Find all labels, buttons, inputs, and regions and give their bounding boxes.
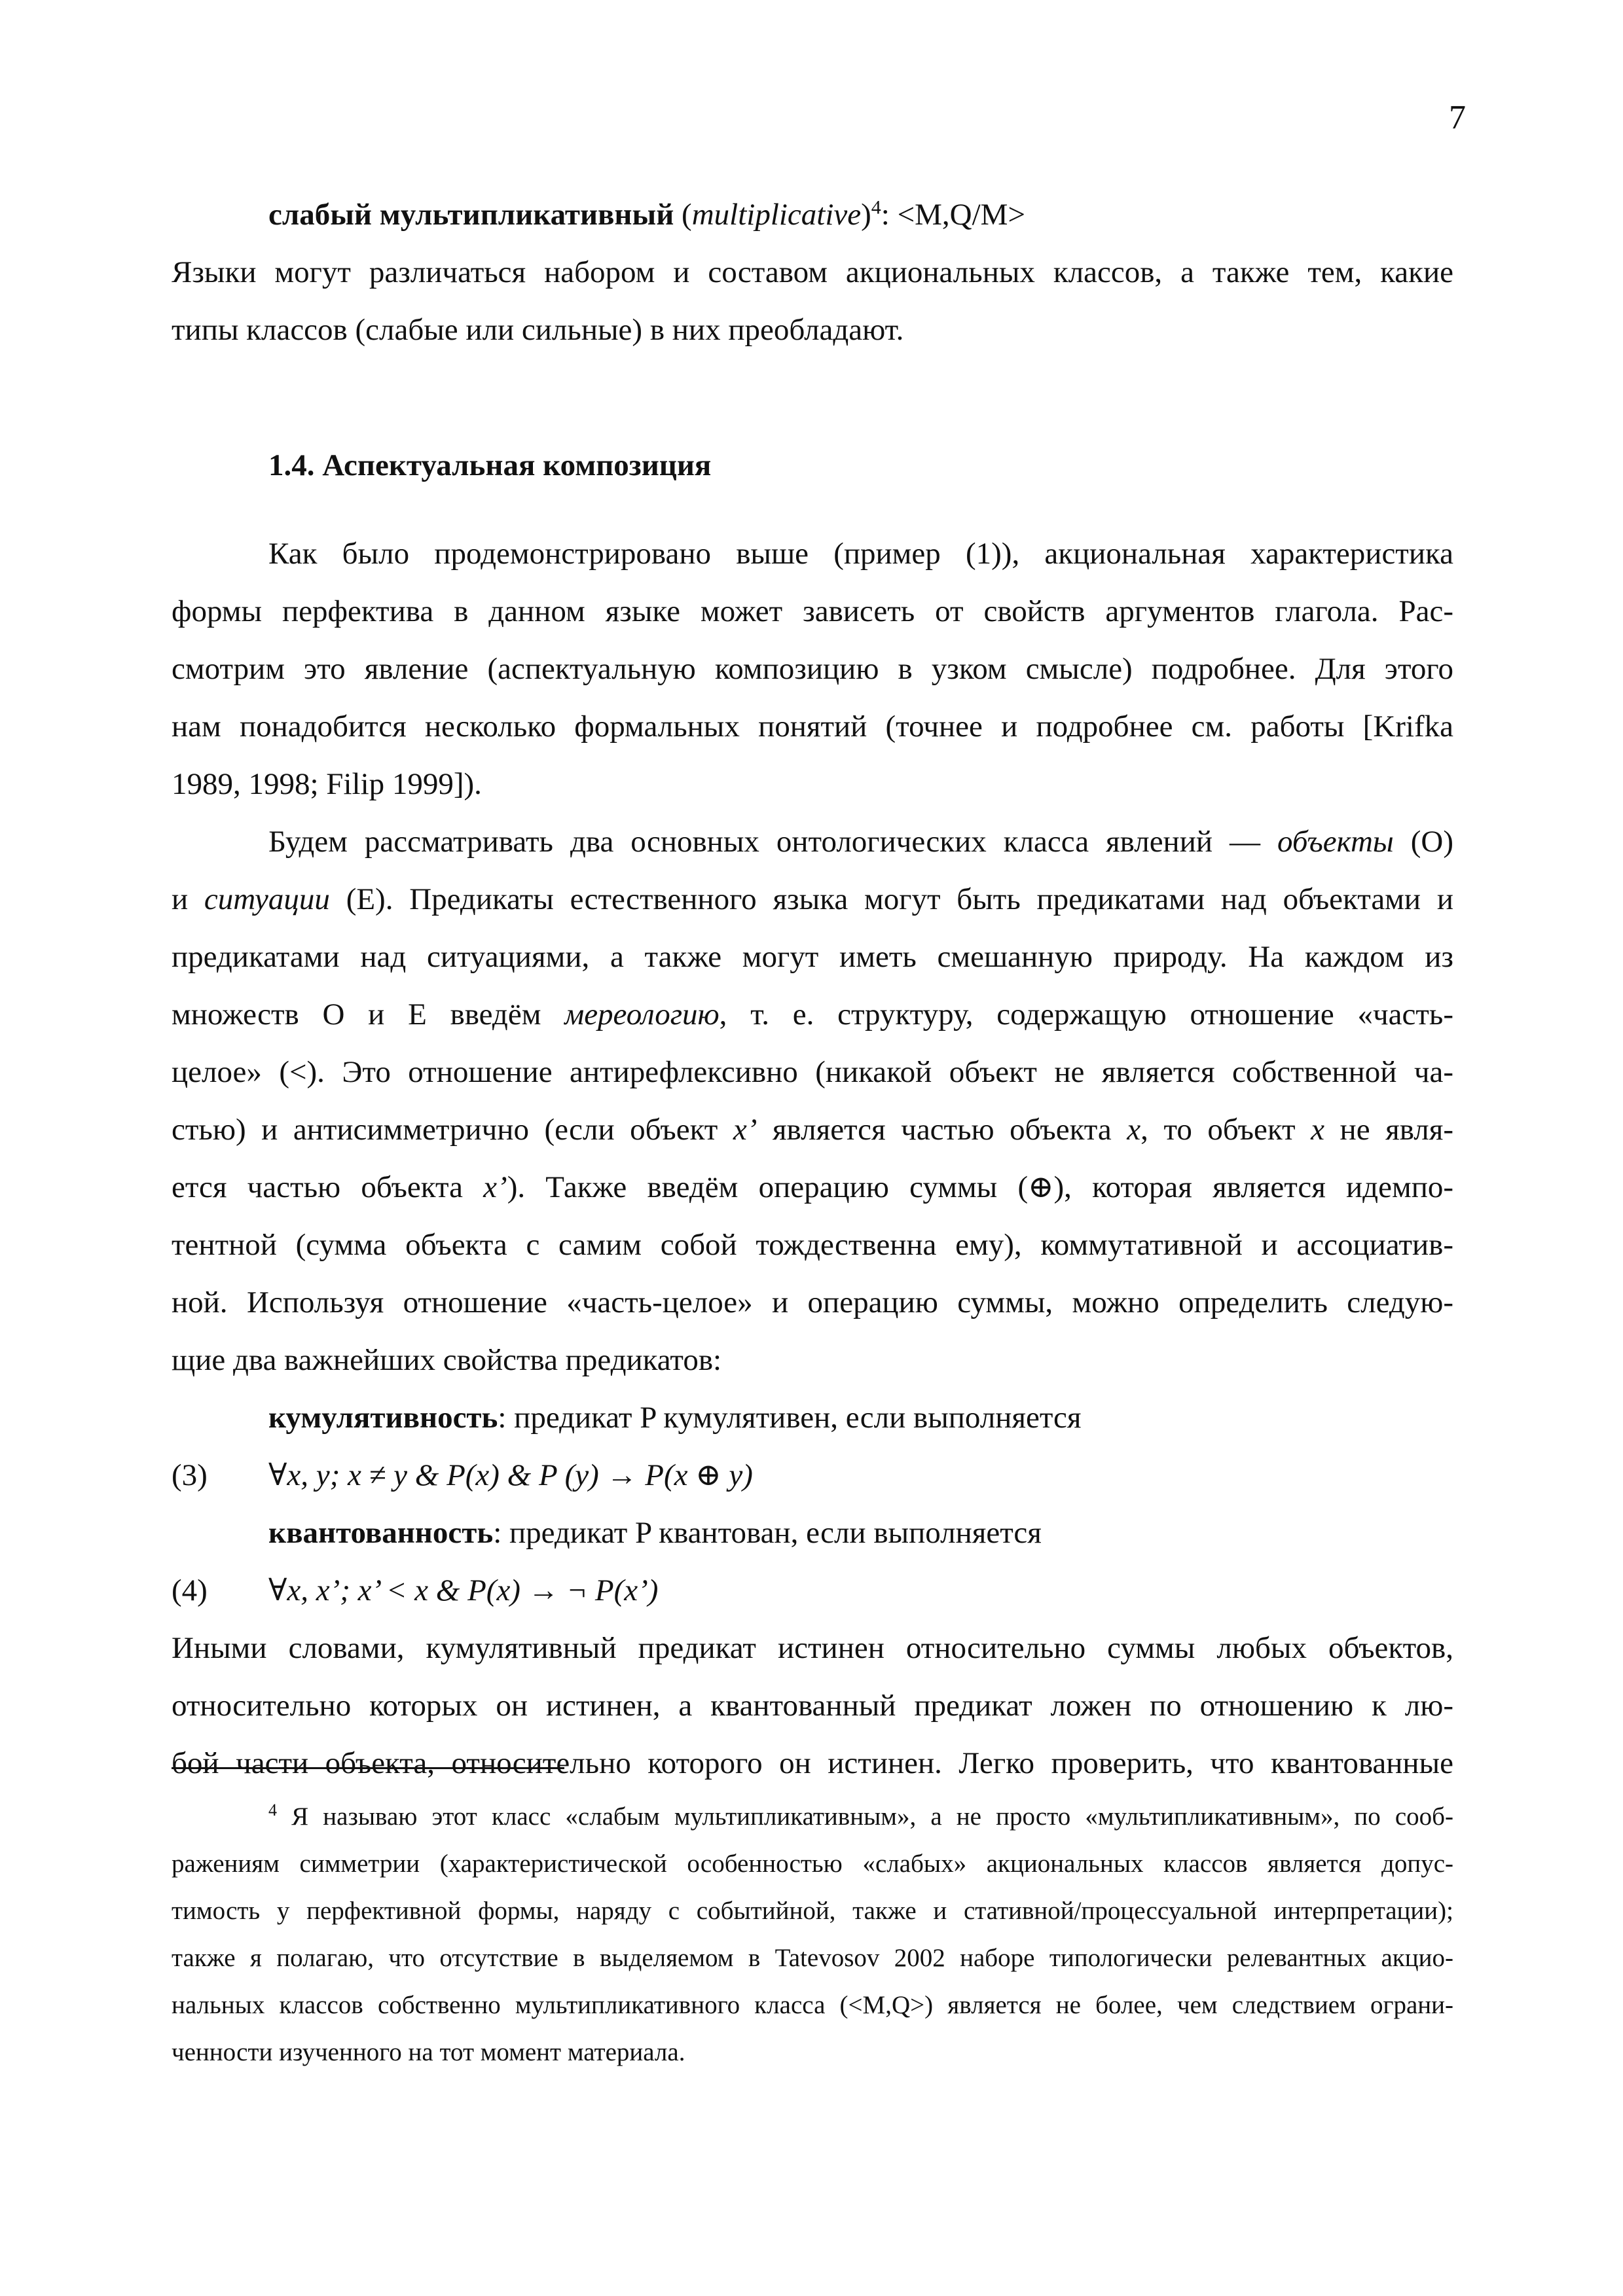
text-line: типы классов (слабые или сильные) в них преобладают. xyxy=(172,313,904,347)
footnote-line: ченности изученного на тот момент материала. xyxy=(172,2038,685,2066)
footnote-line: нальных классов собственно мультипликативного класса (<M,Q>) является не более, чем следствием ограни- xyxy=(172,1991,1453,2019)
term-cumulativity: кумулятивность xyxy=(268,1401,498,1435)
text-line: предикатами над ситуациями, а также могут иметь смешанную природу. На каждом из xyxy=(172,940,1453,974)
text-line: нам понадобится несколько формальных понятий (точнее и подробнее см. работы [Krifka xyxy=(172,709,1453,744)
page-number: 7 xyxy=(1449,99,1466,136)
weak-mult-term: слабый мультипликативный xyxy=(268,198,674,232)
footnote-line: $^4$ Я называю этот класс «слабым мультипликативным», а не просто «мультипликативным», по сооб- xyxy=(268,1801,1453,1831)
formula-3 xyxy=(172,1446,1453,1504)
weak-mult-formula: : <M,Q/M> xyxy=(881,198,1025,232)
formula-expression: ∀x, x’; x’ < x & P(x) → ¬ P(x’) xyxy=(268,1573,659,1607)
formula-number: (3) xyxy=(172,1458,208,1492)
paren: ) xyxy=(861,198,871,232)
text-line: Иными словами, кумулятивный предикат истинен относительно суммы любых объектов, xyxy=(172,1631,1453,1665)
text-line: бой части объекта, относительно которого он истинен. Легко проверить, что квантованные xyxy=(172,1746,1453,1780)
weak-multiplicative-line xyxy=(172,186,1453,243)
footnote-ref[interactable]: 4 xyxy=(871,196,881,219)
term-quantization: квантованность xyxy=(268,1516,494,1550)
footnote-line: тимость у перфективной формы, наряду с событийной, также и стативной/процессуальной интерпретации); xyxy=(172,1897,1453,1925)
text-line: 1989, 1998; Filip 1999]). xyxy=(172,767,482,801)
text-line: относительно которых он истинен, а квантованный предикат ложен по отношению к лю- xyxy=(172,1689,1453,1723)
footnote xyxy=(172,1793,1453,2076)
text-line: и ситуации (Е). Предикаты естественного языка могут быть предикатами над объектами и xyxy=(172,882,1453,916)
text-line: множеств О и Е введём мереологию, т. е. структуру, содержащую отношение «часть- xyxy=(172,997,1453,1031)
footnote-line: также я полагаю, что отсутствие в выделяемом в Tatevosov 2002 наборе типологически релевантных акцио- xyxy=(172,1944,1453,1972)
weak-mult-english: multiplicative xyxy=(691,198,862,232)
text-line: Языки могут различаться набором и составом акциональных классов, а также тем, какие xyxy=(172,255,1453,289)
text-line: ется частью объекта x’). Также введём операцию суммы (⊕), которая является идемпо- xyxy=(172,1170,1453,1204)
text-line: щие два важнейших свойства предикатов: xyxy=(172,1343,722,1377)
quantization-definition: квантованность: предикат P квантован, если выполняется xyxy=(268,1516,1042,1550)
italic-term: мереологию xyxy=(564,997,720,1031)
section-heading: 1.4. Аспектуальная композиция xyxy=(268,448,712,482)
text-line: смотрим это явление (аспектуальную композицию в узком смысле) подробнее. Для этого xyxy=(172,652,1453,686)
text-line: стью) и антисимметрично (если объект x’ является частью объекта x, то объект x не явля- xyxy=(172,1113,1453,1147)
text-line: формы перфектива в данном языке может зависеть от свойств аргументов глагола. Рас- xyxy=(172,594,1453,628)
footnote-marker: 4 xyxy=(268,1801,277,1820)
paren: ( xyxy=(674,198,692,232)
text-line: Будем рассматривать два основных онтологических класса явлений — объекты (О) xyxy=(268,825,1453,859)
formula-number: (4) xyxy=(172,1573,208,1607)
cumulativity-definition: кумулятивность: предикат P кумулятивен, если выполняется xyxy=(268,1401,1082,1435)
footnote-line: ражениям симметрии (характеристической особенностью «слабых» акциональных классов является допус- xyxy=(172,1850,1453,1878)
text-line: ной. Используя отношение «часть-целое» и операцию суммы, можно определить следую- xyxy=(172,1285,1453,1319)
text-line: целое» (<). Это отношение антирефлексивно (никакой объект не является собственной ча- xyxy=(172,1055,1453,1089)
footnote-separator xyxy=(172,1767,564,1769)
formula-4 xyxy=(172,1562,1453,1619)
formula-expression: ∀x, y; x ≠ y & P(x) & P (y) → P(x ⊕ y) xyxy=(268,1458,753,1492)
italic-term: объекты xyxy=(1277,825,1394,859)
text-line: тентной (сумма объекта с самим собой тождественна ему), коммутативной и ассоциатив- xyxy=(172,1228,1453,1262)
text-line: Как было продемонстрировано выше (пример (1)), акциональная характеристика xyxy=(268,537,1453,571)
top-block xyxy=(172,186,1453,359)
italic-term: ситуации xyxy=(204,882,330,916)
section-1-4 xyxy=(172,406,1453,1792)
